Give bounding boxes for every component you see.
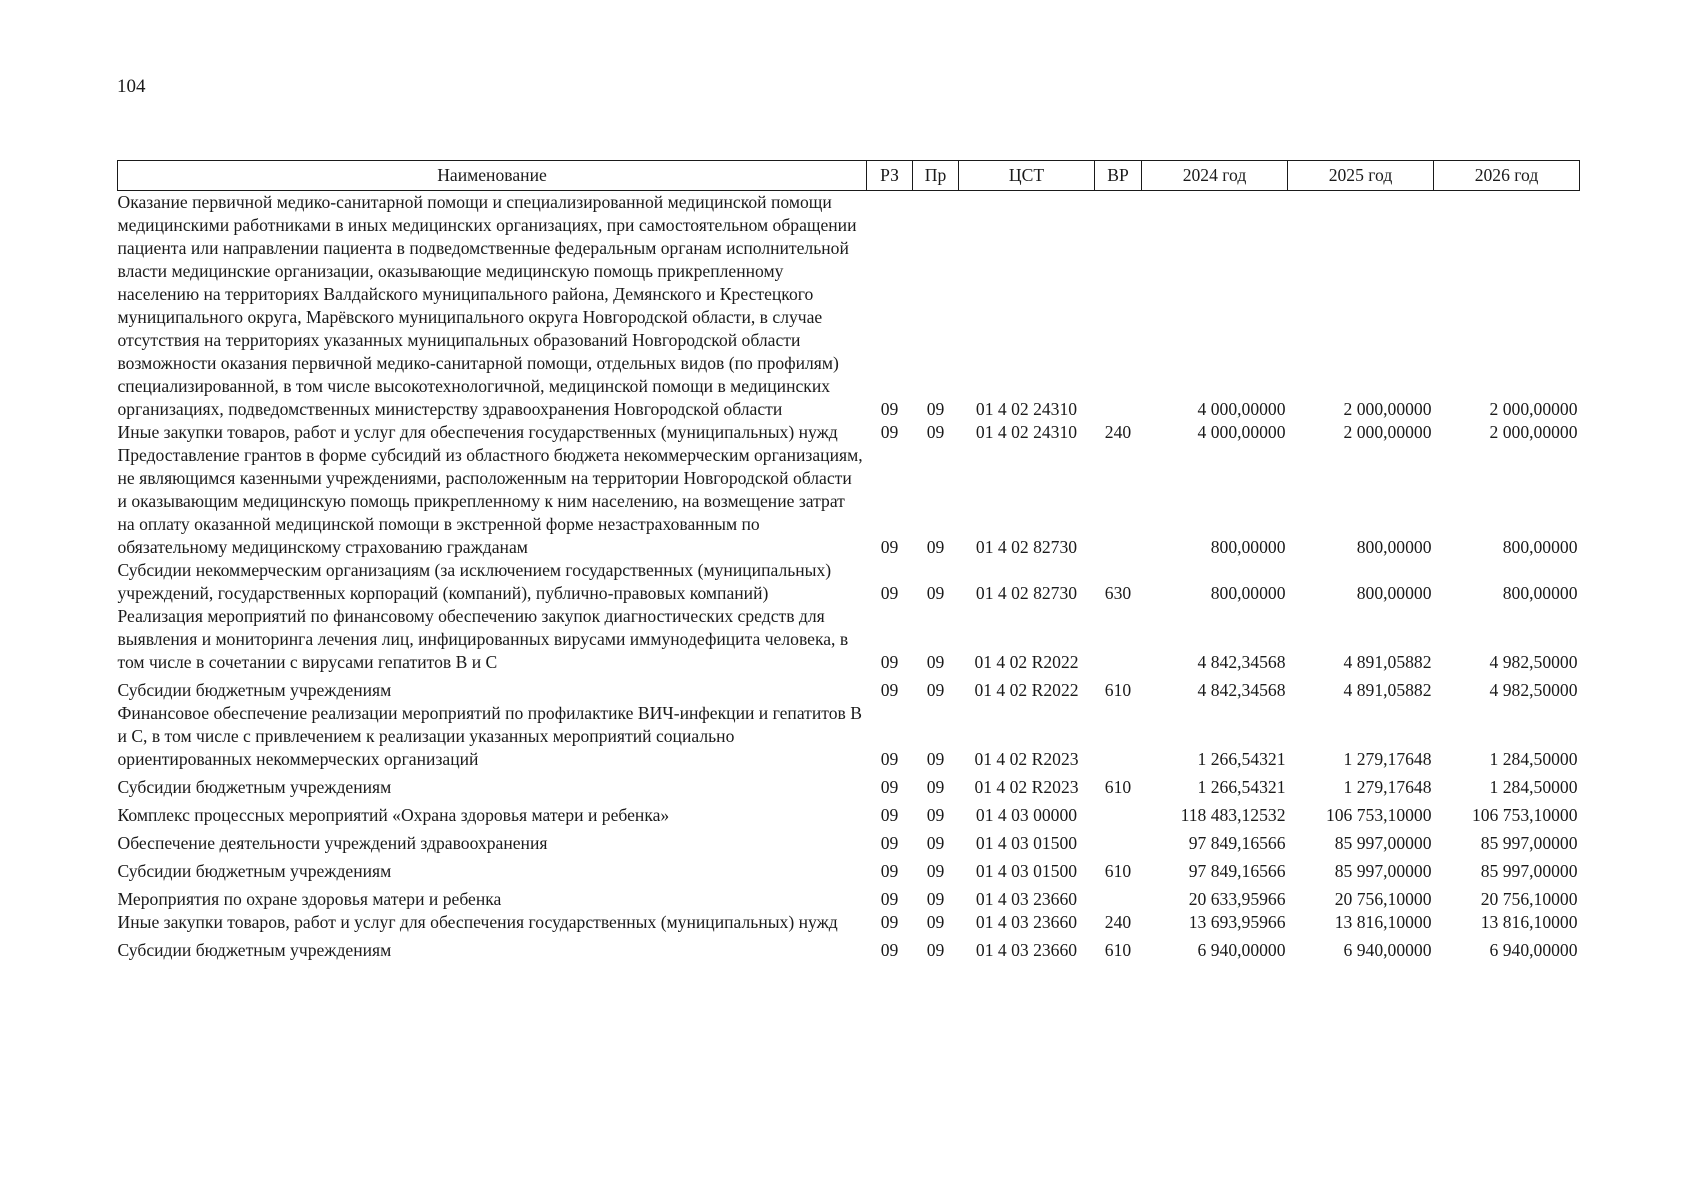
row-value-2026: 1 284,50000 — [1489, 749, 1578, 769]
row-pr: 09 — [926, 805, 945, 825]
row-value-2024: 20 633,95966 — [1188, 889, 1286, 909]
row-value-2025: 2 000,00000 — [1343, 422, 1432, 442]
row-name: Реализация мероприятий по финансовому обеспечению закупок диагностических средств для выявления и мониторинга лечения лиц, инфицированных вирусами иммунодефицита человека, в том числе в сочетании с вирусами гепатитов В и С — [117, 606, 849, 672]
row-pr: 09 — [926, 940, 945, 960]
row-vr: 610 — [1104, 680, 1132, 700]
row-pr: 09 — [926, 583, 945, 603]
row-rz: 09 — [880, 940, 899, 960]
row-value-2024: 1 266,54321 — [1197, 749, 1286, 769]
row-rz: 09 — [880, 749, 899, 769]
row-value-2024: 6 940,00000 — [1197, 940, 1286, 960]
row-rz: 09 — [880, 889, 899, 909]
row-rz: 09 — [880, 537, 899, 557]
row-value-2026: 20 756,10000 — [1480, 889, 1578, 909]
row-value-2025: 800,00000 — [1356, 537, 1432, 557]
row-value-2026: 6 940,00000 — [1489, 940, 1578, 960]
row-name: Обеспечение деятельности учреждений здравоохранения — [117, 833, 548, 853]
row-value-2024: 13 693,95966 — [1188, 912, 1286, 932]
row-value-2026: 85 997,00000 — [1480, 833, 1578, 853]
row-vr: 240 — [1104, 912, 1132, 932]
page-number: 104 — [117, 76, 146, 97]
row-value-2025: 1 279,17648 — [1343, 749, 1432, 769]
row-value-2026: 13 816,10000 — [1480, 912, 1578, 932]
row-rz: 09 — [880, 861, 899, 881]
row-cst: 01 4 03 23660 — [975, 912, 1078, 932]
table-body — [118, 191, 1580, 963]
row-value-2026: 4 982,50000 — [1489, 680, 1578, 700]
header-rz: РЗ — [867, 161, 913, 191]
row-value-2026: 1 284,50000 — [1489, 777, 1578, 797]
row-value-2025: 1 279,17648 — [1343, 777, 1432, 797]
row-value-2026: 2 000,00000 — [1489, 399, 1578, 419]
row-value-2024: 1 266,54321 — [1197, 777, 1286, 797]
row-name: Субсидии бюджетным учреждениям — [117, 777, 392, 797]
row-name: Иные закупки товаров, работ и услуг для обеспечения государственных (муниципальных) нужд — [117, 912, 838, 932]
row-cst: 01 4 02 24310 — [975, 422, 1078, 442]
row-cst: 01 4 02 R2022 — [974, 652, 1079, 672]
row-rz: 09 — [880, 422, 899, 442]
row-vr: 240 — [1104, 422, 1132, 442]
row-value-2025: 106 753,10000 — [1325, 805, 1432, 825]
table-row — [118, 799, 1580, 827]
table-row — [118, 702, 1580, 771]
row-name: Мероприятия по охране здоровья матери и ребенка — [117, 889, 502, 909]
row-value-2024: 97 849,16566 — [1188, 861, 1286, 881]
row-cst: 01 4 02 82730 — [975, 583, 1078, 603]
row-value-2026: 4 982,50000 — [1489, 652, 1578, 672]
table-row — [118, 771, 1580, 799]
row-cst: 01 4 02 R2023 — [974, 749, 1079, 769]
row-cst: 01 4 03 23660 — [975, 940, 1078, 960]
row-value-2025: 20 756,10000 — [1334, 889, 1432, 909]
row-value-2025: 2 000,00000 — [1343, 399, 1432, 419]
header-2025: 2025 год — [1288, 161, 1434, 191]
row-value-2026: 800,00000 — [1502, 583, 1578, 603]
row-value-2026: 800,00000 — [1502, 537, 1578, 557]
table-row — [118, 674, 1580, 702]
row-name: Предоставление грантов в форме субсидий из областного бюджета некоммерческим организациям, не являющимся казенными учреждениями, расположенным на территории Новгородской области и оказывающим медицинскую помощь прикрепленному к ним населению, на возмещение затрат на оплату оказанной медицинской помощи в экстренной форме незастрахованным по обязательному медицинскому страхованию гражданам — [117, 445, 863, 557]
header-name: Наименование — [118, 161, 867, 191]
table-row — [118, 191, 1580, 422]
row-vr — [1095, 827, 1142, 855]
row-value-2024: 4 000,00000 — [1197, 399, 1286, 419]
row-pr: 09 — [926, 399, 945, 419]
row-rz: 09 — [880, 680, 899, 700]
table-row — [118, 934, 1580, 962]
row-vr: 630 — [1104, 583, 1132, 603]
row-value-2024: 4 842,34568 — [1197, 652, 1286, 672]
row-value-2026: 2 000,00000 — [1489, 422, 1578, 442]
table-header-row — [118, 161, 1580, 191]
row-vr — [1095, 883, 1142, 911]
row-value-2025: 4 891,05882 — [1343, 680, 1432, 700]
row-vr: 610 — [1104, 777, 1132, 797]
row-cst: 01 4 02 24310 — [975, 399, 1078, 419]
row-value-2024: 4 842,34568 — [1197, 680, 1286, 700]
row-cst: 01 4 03 01500 — [975, 833, 1078, 853]
row-vr — [1095, 191, 1142, 422]
row-rz: 09 — [880, 777, 899, 797]
row-value-2025: 85 997,00000 — [1334, 861, 1432, 881]
row-rz: 09 — [880, 912, 899, 932]
table-row — [118, 883, 1580, 911]
row-name: Оказание первичной медико-санитарной помощи и специализированной медицинской помощи медицинскими работниками в иных медицинских организациях, при самостоятельном обращении пациента или направлении пациента в подведомственные федеральным органам исполнительной власти медицинские организации, оказывающие медицинскую помощь прикрепленному населению на территориях Валдайского муниципального района, Демянского и Крестецкого муниципального округа, Марёвского муниципального округа Новгородской области, в случае отсутствия на территориях указанных муниципальных образований Новгородской области возможности оказания первичной медико-санитарной помощи, отдельных видов (по профилям) специализированной, в том числе высокотехнологичной, медицинской помощи в медицинских организациях, подведомственных министерству здравоохранения Новгородской области — [117, 192, 857, 419]
row-pr: 09 — [926, 537, 945, 557]
row-vr — [1095, 444, 1142, 559]
row-pr: 09 — [926, 680, 945, 700]
table-row — [118, 855, 1580, 883]
row-pr: 09 — [926, 422, 945, 442]
row-cst: 01 4 02 R2023 — [974, 777, 1079, 797]
header-vr: ВР — [1095, 161, 1142, 191]
table-row — [118, 605, 1580, 674]
row-value-2024: 800,00000 — [1210, 537, 1286, 557]
row-vr: 610 — [1104, 940, 1132, 960]
row-vr — [1095, 799, 1142, 827]
row-vr: 610 — [1104, 861, 1132, 881]
row-rz: 09 — [880, 833, 899, 853]
row-vr — [1095, 702, 1142, 771]
row-value-2025: 85 997,00000 — [1334, 833, 1432, 853]
row-pr: 09 — [926, 749, 945, 769]
row-cst: 01 4 02 82730 — [975, 537, 1078, 557]
header-pr: Пр — [913, 161, 959, 191]
row-name: Иные закупки товаров, работ и услуг для обеспечения государственных (муниципальных) нужд — [117, 422, 838, 442]
row-value-2025: 4 891,05882 — [1343, 652, 1432, 672]
row-name: Субсидии бюджетным учреждениям — [117, 861, 392, 881]
table-row — [118, 444, 1580, 559]
row-pr: 09 — [926, 833, 945, 853]
row-pr: 09 — [926, 652, 945, 672]
header-2026: 2026 год — [1434, 161, 1580, 191]
budget-table — [117, 160, 1580, 962]
row-rz: 09 — [880, 805, 899, 825]
row-value-2025: 800,00000 — [1356, 583, 1432, 603]
row-pr: 09 — [926, 889, 945, 909]
row-pr: 09 — [926, 912, 945, 932]
row-value-2025: 6 940,00000 — [1343, 940, 1432, 960]
row-pr: 09 — [926, 861, 945, 881]
row-value-2025: 13 816,10000 — [1334, 912, 1432, 932]
row-value-2024: 800,00000 — [1210, 583, 1286, 603]
row-rz: 09 — [880, 652, 899, 672]
row-value-2024: 118 483,12532 — [1180, 805, 1286, 825]
row-name: Финансовое обеспечение реализации мероприятий по профилактике ВИЧ-инфекции и гепатитов В и С, в том числе с привлечением к реализации указанных мероприятий социально ориентированных некоммерческих организаций — [117, 703, 862, 769]
row-name: Комплекс процессных мероприятий «Охрана здоровья матери и ребенка» — [117, 805, 670, 825]
row-vr — [1095, 605, 1142, 674]
table-row — [118, 911, 1580, 934]
row-name: Субсидии некоммерческим организациям (за исключением государственных (муниципальных) учреждений, государственных корпораций (компаний), публично-правовых компаний) — [117, 560, 832, 603]
table-row — [118, 421, 1580, 444]
row-pr: 09 — [926, 777, 945, 797]
row-value-2026: 85 997,00000 — [1480, 861, 1578, 881]
row-cst: 01 4 03 00000 — [975, 805, 1078, 825]
header-2024: 2024 год — [1142, 161, 1288, 191]
row-name: Субсидии бюджетным учреждениям — [117, 680, 392, 700]
row-value-2024: 97 849,16566 — [1188, 833, 1286, 853]
table-row — [118, 559, 1580, 605]
row-rz: 09 — [880, 399, 899, 419]
row-value-2026: 106 753,10000 — [1471, 805, 1578, 825]
row-name: Субсидии бюджетным учреждениям — [117, 940, 392, 960]
row-cst: 01 4 03 01500 — [975, 861, 1078, 881]
row-value-2024: 4 000,00000 — [1197, 422, 1286, 442]
row-cst: 01 4 03 23660 — [975, 889, 1078, 909]
header-cst: ЦСТ — [959, 161, 1095, 191]
row-cst: 01 4 02 R2022 — [974, 680, 1079, 700]
row-rz: 09 — [880, 583, 899, 603]
table-row — [118, 827, 1580, 855]
